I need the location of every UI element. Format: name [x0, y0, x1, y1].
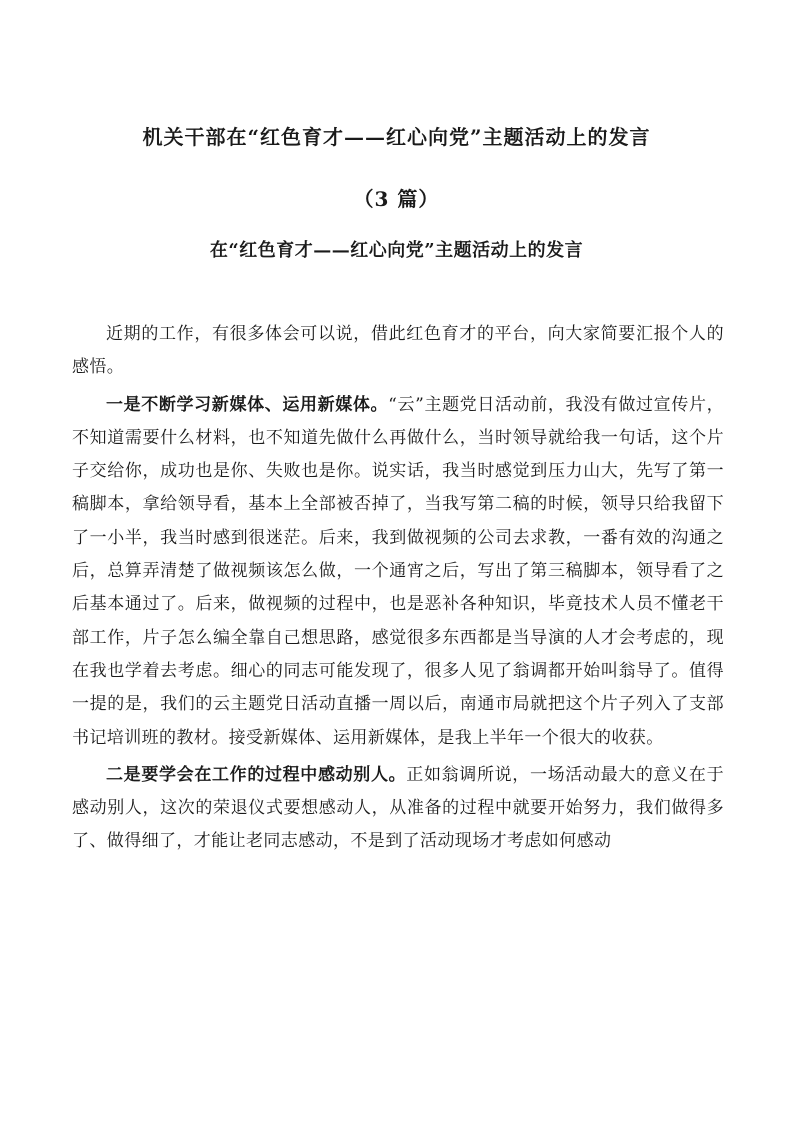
paragraph-text: “云”主题党日活动前，我没有做过宣传片，不知道需要什么材料，也不知道先做什么再做什么，当时领导就给我一句话，这个片子交给你，成功也是你、失败也是你。说实话，我当时感觉到压力山大，先写了第一稿脚本，拿给领导看，基本上全部被否掉了，当我写第二稿的时候，领导只给我留下了一小半，我当时感到很迷茫。后来，我到做视频的公司去求教，一番有效的沟通之后，总算弄清楚了做视频该怎么做，一个通宵之后，写出了第三稿脚本，领导看了之后基本通过了。后来，做视频的过程中，也是恶补各种知识，毕竟技术人员不懂老干部工作，片子怎么编全靠自己想思路，感觉很多东西都是当导演的人才会考虑的，现在我也学着去考虑。细心的同志可能发现了，很多人见了翁调都开始叫翁导了。值得一提的是，我们的云主题党日活动直播一周以后，南通市局就把这个片子列入了支部书记培训班的教材。接受新媒体、运用新媒体，是我上半年一个很大的收获。 — [72, 394, 724, 748]
paragraph-intro — [72, 318, 724, 385]
paragraph-point-2 — [72, 759, 724, 859]
paragraph-text: 正如翁调所说，一场活动最大的意义在于感动别人，这次的荣退仪式要想感动人，从准备的过程中就要开始努力，我们做得多了、做得细了，才能让老同志感动，不是到了活动现场才考虑如何感动 — [72, 764, 724, 852]
paragraph-lead: 一是不断学习新媒体、运用新媒体。 — [106, 394, 389, 415]
paragraph-text: 近期的工作，有很多体会可以说，借此红色育才的平台，向大家简要汇报个人的感悟。 — [72, 324, 724, 378]
paragraph-lead: 二是要学会在工作的过程中感动别人。 — [106, 764, 407, 785]
section-heading: 在“红色育才——红心向党”主题活动上的发言 — [209, 240, 584, 261]
paragraph-point-1 — [72, 389, 724, 755]
document-title-count: （3 篇） — [353, 187, 440, 211]
document-title: 机关干部在“红色育才——红心向党”主题活动上的发言 — [142, 125, 651, 149]
document-body — [72, 318, 724, 863]
